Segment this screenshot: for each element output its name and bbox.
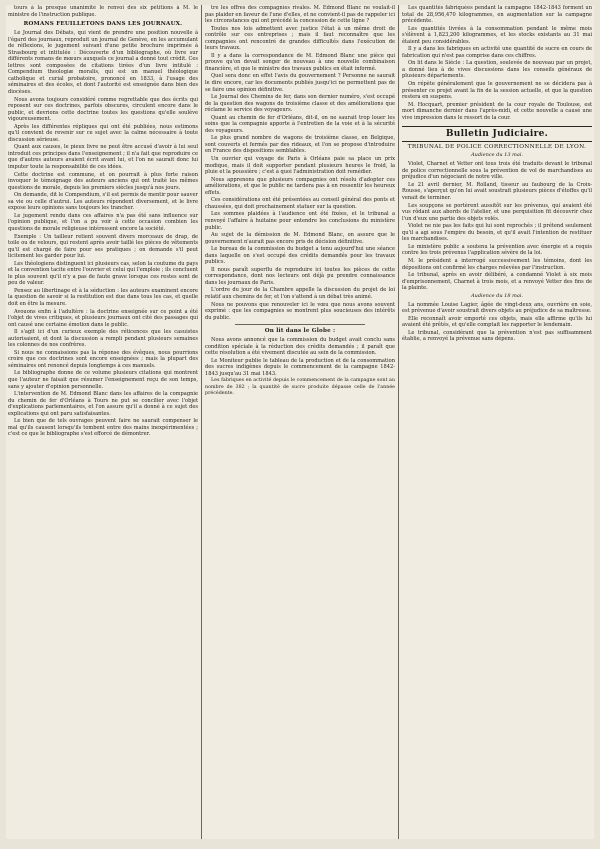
article-paragraph: On demande, dit le Compendium, s'il est permis de mentir pour sauver sa vie ou celle d'autrui. Les auteurs répondent diversement, et le livre expose leurs opinions sans toujours les trancher. bbox=[8, 192, 198, 212]
hearing-date: Audience du 13 mai. bbox=[470, 152, 524, 159]
article-paragraph: Il y a dans les fabriques en activité une quantité de sucre en cours de fabrication qui n'est pas comprise dans ces chiffres. bbox=[402, 46, 592, 59]
article-paragraph: Après les différentes répliques qui ont été publiées, nous estimons qu'il convient de revenir sur ce sujet avec la calme nécessaire à toute discussion sérieuse. bbox=[8, 123, 198, 143]
article-paragraph: Au sujet de la démission de M. Edmond Blanc, on assure que le gouvernement n'aurait pas encore pris de décision définitive. bbox=[205, 232, 395, 245]
court-paragraph: Le ministère public a soutenu la prévention avec énergie et a requis contre les trois prévenus l'application sévère de la loi. bbox=[402, 243, 592, 257]
court-paragraph: Le tribunal, après en avoir délibéré, a condamné Violet à six mois d'emprisonnement, Charnet à trois mois, et a renvoyé Vetter des fins de la plainte. bbox=[402, 272, 592, 292]
article-paragraph: Quant aux causes, le pieux livre ne peut être accusé d'avoir à lui seul introduit ces principes dans l'enseignement ; il n'a fait que reproduire ce que d'autres auteurs avaient écrit avant lui, et l'on ne saurait donc lui imputer toute la responsabilité de ces idées. bbox=[8, 144, 198, 171]
article-paragraph: Nous ne pouvons que renouveler ici le vœu que nous avons souvent exprimé : que les compagnies se montrent plus soucieuses des intérêts du public. bbox=[205, 301, 395, 321]
newspaper-page bbox=[6, 5, 594, 839]
article-paragraph: Les théologiens distinguent ici plusieurs cas, selon la coutume du pays et la convention tacite entre l'ouvrier et celui qui l'emploie ; ils concluent le plus souvent qu'il n'y a pas de faute grave lorsque ces restes sont de peu de valeur. bbox=[8, 260, 198, 287]
column-rule bbox=[201, 5, 202, 839]
column-2 bbox=[205, 5, 395, 839]
court-paragraph: Violet, Charnet et Vetter ont tous trois été traduits devant le tribunal de police correctionnelle sous la prévention de vol de marchandises au préjudice d'un négociant de notre ville. bbox=[402, 161, 592, 181]
article-paragraph: Cette doctrine est commune, et on pourrait à plus forte raison invoquer le témoignage des auteurs anciens qui ont traité les mêmes questions de morale, depuis les premiers siècles jusqu'à nos jours. bbox=[8, 171, 198, 191]
column-rule bbox=[398, 5, 399, 839]
article-paragraph: Les fabriques en activité depuis le commencement de la campagne sont au nombre de 382 ; la quantité de sucre produite dépasse celle de l'année précédente. bbox=[205, 378, 395, 396]
article-paragraph: Les sommes plaidées à l'audience ont été fixées, et le tribunal a renvoyé l'affaire à huitaine pour entendre les conclusions du ministère public. bbox=[205, 211, 395, 231]
article-paragraph: Toutes nos lois admettent avec justice l'état à un même droit de contrôle sur ces entreprises ; mais il faut reconnaître que les compagnies ont rencontré de grandes difficultés dans l'exécution de leurs travaux. bbox=[205, 25, 395, 52]
bulletin-judiciaire-banner: Bulletin Judiciaire. bbox=[402, 126, 592, 142]
article-paragraph: Il nous paraît superflu de reproduire ici toutes les pièces de cette correspondance, dont nos lecteurs ont déjà pu prendre connaissance dans les journaux de Paris. bbox=[205, 266, 395, 286]
article-paragraph: Le jugement rendu dans ces affaires n'a pas été sans influence sur l'opinion publique, et l'on a pu voir à cette occasion combien les questions de morale religieuse intéressent encore la société. bbox=[8, 212, 198, 232]
column-1 bbox=[8, 5, 198, 839]
article-paragraph: On répète généralement que le gouvernement ne se décidera pas à présenter ce projet avant la fin de la session actuelle, et que la question restera en suspens. bbox=[402, 81, 592, 101]
article-paragraph: Nous apprenons que plusieurs compagnies ont résolu d'adopter ces améliorations, et que le public ne tardera pas à en ressentir les heureux effets. bbox=[205, 176, 395, 196]
hearing-date: Audience du 18 mai. bbox=[470, 292, 524, 299]
article-paragraph: Le Journal des Chemins de fer, dans son dernier numéro, s'est occupé de la question des wagons de troisième classe et des améliorations que réclame le service des voyageurs. bbox=[205, 94, 395, 114]
court-paragraph: M. le président a interrogé successivement les témoins, dont les dépositions ont confirmé les charges relevées par l'instruction. bbox=[402, 257, 592, 271]
article-paragraph: Le bien que de tels ouvrages peuvent faire ne saurait compenser le mal qu'ils causent lorsqu'ils tombent entre des mains inexpérimentées ; c'est ce que le bibliographe s'est efforcé de démontrer. bbox=[8, 418, 198, 438]
article-paragraph: Il y a dans la correspondance de M. Edmond Blanc une pièce qui prouve qu'on devait songer de nouveau à une nouvelle combinaison financière, et que le ministre des travaux publics en était informé. bbox=[205, 52, 395, 72]
court-paragraph: Les soupçons se portèrent aussitôt sur les prévenus, qui avaient été vus rôdant aux abords de l'atelier, et une perquisition fit découvrir chez l'un d'eux une partie des objets volés. bbox=[402, 202, 592, 222]
article-paragraph: tre les offres des compagnies rivales. M. Edmond Blanc ne voulait-il pas plaider en faveur de l'une d'elles, et ne convient-il pas de rappeler ici les circonstances qui ont précédé la concession de cette ligne ? bbox=[205, 5, 395, 25]
article-paragraph: On lit dans le Siècle : La question, soulevée de nouveau par un projet, a donné lieu à de vives discussions dans les conseils généraux de plusieurs départements. bbox=[402, 60, 592, 80]
article-paragraph: Les quantités livrées à la consommation pendant le même mois s'élèvent à 1,823,200 kilogrammes, et les stocks existants au 31 mai étaient peu considérables. bbox=[402, 25, 592, 45]
article-paragraph: Exemple : Un tailleur retient souvent divers morceaux de drap, de toile ou de velours, qui restent après avoir taillé les pièces de vêtements qu'il est chargé de faire pour ses pratiques ; on demande s'il peut licitement les garder pour lui. bbox=[8, 233, 198, 260]
article-paragraph: Le bibliographe donne de ce volume plusieurs citations qui montrent que l'auteur ne faisait que résumer l'enseignement reçu de son temps, sans y ajouter d'opinion personnelle. bbox=[8, 370, 198, 390]
article-paragraph: Le Journal des Débats, qui vient de prendre une position nouvelle à l'égard des journaux, reproduit un journal de Genève, en les accumulant de réflexions, le jugement suivant d'une petite brochure imprimée à Strasbourg et intitulée : Découverte d'un bibliographe, où livre sur différents romans de mœurs auxquels ce journal a donné tout crédit. Ces lettres sont composées de citations tirées d'un livre intitulé : Compendium theologiæ moralis, qui est un manuel théologique catholique et curial probatoire, prononcé en 1833, à l'usage des séminaires et des écoles, et dont l'autorité est enseignée dans bien des diocèses. bbox=[8, 30, 198, 96]
article-paragraph: Ces considérations ont été présentées au conseil général des ponts et chaussées, qui doit prochainement statuer sur la question. bbox=[205, 197, 395, 210]
court-heading: TRIBUNAL DE POLICE CORRECTIONNELLE DE LYON. bbox=[407, 144, 587, 151]
column-3 bbox=[402, 5, 592, 839]
court-paragraph: Violet ne nie pas les faits qui lui sont reprochés ; il prétend seulement qu'il a agi sous l'empire du besoin, et qu'il avait l'intention de restituer les marchandises. bbox=[402, 223, 592, 243]
article-paragraph: Le Moniteur publie le tableau de la production et de la consommation des sucres indigènes depuis le commencement de la campagne 1842-1843 jusqu'au 31 mai 1843. bbox=[205, 357, 395, 377]
article-paragraph: M. Hocquart, premier président de la cour royale de Toulouse, est mort dimanche dernier dans l'après-midi, et cette nouvelle a causé une vive impression dans le ressort de la cour. bbox=[402, 101, 592, 121]
section-subheading: On lit dans le Globe : bbox=[264, 328, 336, 335]
article-paragraph: Les quantités fabriquées pendant la campagne 1842-1843 forment un total de 28,956,470 kilogrammes, en augmentation sur la campagne précédente. bbox=[402, 5, 592, 25]
article-paragraph: Nous avons annoncé que la commission du budget avait conclu sans condition spéciale à la réduction des crédits demandés ; il paraît que cette résolution a été vivement discutée au sein de la commission. bbox=[205, 337, 395, 357]
article-paragraph: Le bureau de la commission du budget a tenu aujourd'hui une séance dans laquelle on s'est occupé des crédits demandés pour les travaux publics. bbox=[205, 246, 395, 266]
court-paragraph: Elle reconnaît avoir emporté ces objets, mais elle affirme qu'ils lui avaient été prêtés, et qu'elle comptait les rapporter le lendemain. bbox=[402, 315, 592, 329]
article-paragraph: Pensez au libertinage et à la séduction : les auteurs examinent encore la question de savoir si la restitution est due dans tous les cas, et quelle doit en être la mesure. bbox=[8, 287, 198, 307]
article-paragraph: Un ouvrier qui voyage de Paris à Orléans paie sa place un prix modique, mais il doit supporter pendant plusieurs heures le froid, la pluie et la poussière ; c'est à quoi l'administration doit remédier. bbox=[205, 156, 395, 176]
article-paragraph: Si nous ne connaissions pas la réponse des évêques, nous pourrions croire que ces doctrines sont encore enseignées ; mais la plupart des séminaires ont renoncé depuis longtemps à ces manuels. bbox=[8, 349, 198, 369]
article-paragraph: L'ordre du jour de la Chambre appelle la discussion du projet de loi relatif aux chemins de fer, et l'on s'attend à un débat très animé. bbox=[205, 287, 395, 300]
article-paragraph: Avouons enfin à l'adultère : la doctrine enseignée sur ce point a été l'objet de vives critiques, et plusieurs journaux ont cité des passages qui ont causé une certaine émotion dans le public. bbox=[8, 308, 198, 328]
article-paragraph: Nous avons toujours considéré comme regrettable que des écrits qui reposent sur ces doctrines, parfois obscures, circulent encore dans le public, et devrions cette doctrine toutes les questions qu'elle soulève vigoureusement. bbox=[8, 96, 198, 123]
article-paragraph: Le plus grand nombre de wagons de troisième classe, en Belgique, sont couverts et fermés par des rideaux, et l'on se propose d'introduire en France des dispositions semblables. bbox=[205, 135, 395, 155]
court-paragraph: Le tribunal, considérant que la prévention n'est pas suffisamment établie, a renvoyé la prévenue sans dépens. bbox=[402, 329, 592, 343]
article-paragraph: Il s'agit ici d'un curieux exemple des réticences que les casuistes autorisaient, et dont la discussion a rempli pendant plusieurs semaines les colonnes de nos confrères. bbox=[8, 329, 198, 349]
section-separator bbox=[235, 324, 365, 325]
article-paragraph: L'intervention de M. Edmond Blanc dans les affaires de la compagnie du chemin de fer d'Orléans à Tours ne put se concilier avec l'objet d'explications parlementaires, et l'on assure qu'il a donné à ce sujet des explications qui ont paru satisfaisantes. bbox=[8, 391, 198, 417]
court-paragraph: La nommée Louise Lagier, âgée de vingt-deux ans, ouvrière en soie, est prévenue d'avoir soustrait divers objets au préjudice de sa maîtresse. bbox=[402, 301, 592, 315]
section-heading: ROMANS FEUILLETONS DANS LES JOURNAUX. bbox=[23, 21, 183, 28]
court-paragraph: Le 21 avril dernier, M. Rolland, tisseur au faubourg de la Croix-Rousse, s'aperçut qu'on lui avait soustrait plusieurs pièces d'étoffes qu'il venait de terminer. bbox=[402, 181, 592, 202]
article-paragraph: Quant au chemin de fer d'Orléans, dit-il, on ne saurait trop louer les soins que la compagnie apporte à l'entretien de la voie et à la sécurité des voyageurs. bbox=[205, 114, 395, 134]
intro-paragraph: tours à la presque unanimité le renvoi des six pétitions à M. le ministre de l'instruction publique. bbox=[8, 5, 198, 18]
article-paragraph: Quel sera donc en effet l'avis du gouvernement ? Personne ne saurait le dire encore, car les documents publiés jusqu'ici ne permettent pas de se faire une opinion définitive. bbox=[205, 73, 395, 93]
